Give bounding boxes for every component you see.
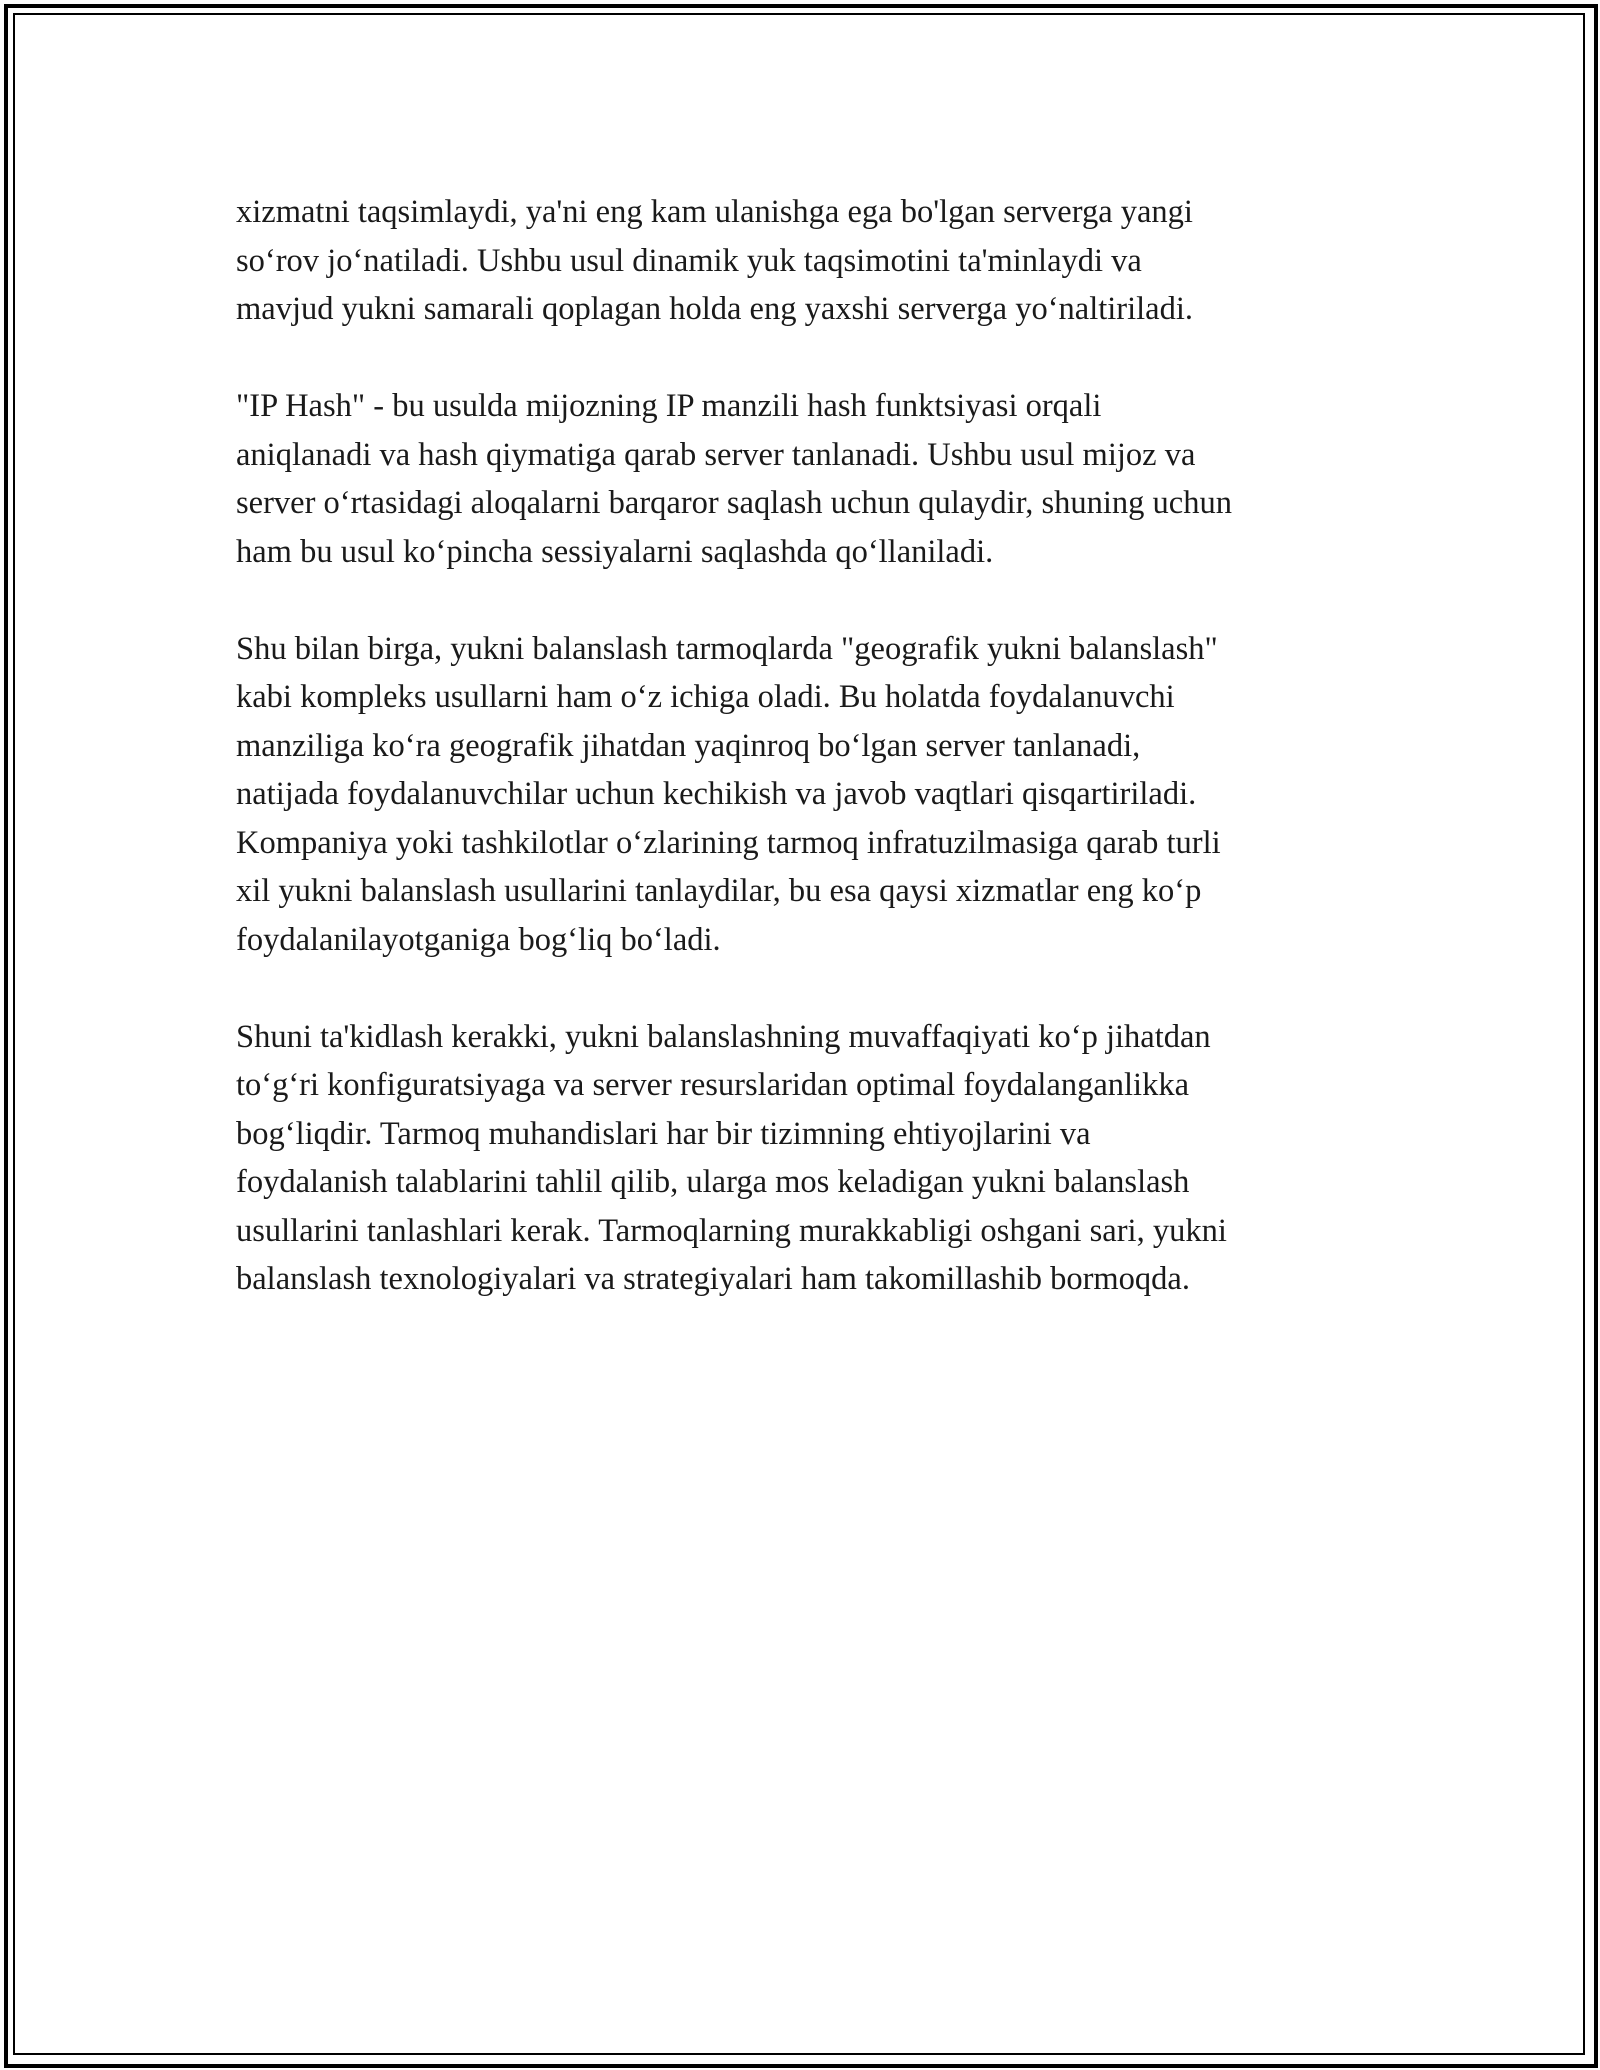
text-line: xil yukni balanslash usullarini tanlaydilar, bu esa qaysi xizmatlar eng ko‘p [236, 873, 1202, 909]
document-body [236, 188, 1396, 1352]
text-line: bog‘liqdir. Tarmoq muhandislari har bir tizimning ehtiyojlarini va [236, 1115, 1091, 1152]
text-line: xizmatni taqsimlaydi, ya'ni eng kam ulanishga ega bo'lgan serverga yangi [236, 194, 1193, 230]
text-line: natijada foydalanuvchilar uchun kechikish va javob vaqtlari qisqartiriladi. [236, 776, 1197, 812]
text-line: server o‘rtasidagi aloqalarni barqaror saqlash uchun qulaydir, shuning uchun [236, 485, 1232, 521]
text-line: kabi kompleks usullarni ham o‘z ichiga oladi. Bu holatda foydalanuvchi [236, 679, 1175, 715]
text-line: manziliga ko‘ra geografik jihatdan yaqinroq bo‘lgan server tanlanadi, [236, 727, 1141, 764]
paragraph-3 [236, 625, 1396, 965]
text-line: to‘g‘ri konfiguratsiyaga va server resurslaridan optimal foydalanganlikka [236, 1067, 1190, 1103]
text-line: Kompaniya yoki tashkilotlar o‘zlarining tarmoq infratuzilmasiga qarab turli [236, 824, 1221, 861]
text-line: foydalanilayotganiga bog‘liq bo‘ladi. [236, 921, 721, 958]
text-line: balanslash texnologiyalari va strategiyalari ham takomillashib bormoqda. [236, 1261, 1190, 1297]
text-line: usullarini tanlashlari kerak. Tarmoqlarning murakkabligi oshgani sari, yukni [236, 1212, 1227, 1249]
text-line: mavjud yukni samarali qoplagan holda eng yaxshi serverga yo‘naltiriladi. [236, 291, 1193, 327]
text-line: so‘rov jo‘natiladi. Ushbu usul dinamik yuk taqsimotini ta'minlaydi va [236, 242, 1142, 279]
paragraph-1 [236, 188, 1396, 334]
paragraph-2 [236, 382, 1396, 576]
text-line: foydalanish talablarini tahlil qilib, ularga mos keladigan yukni balanslash [236, 1164, 1190, 1200]
text-line: Shuni ta'kidlash kerakki, yukni balanslashning muvaffaqiyati ko‘p jihatdan [236, 1018, 1211, 1055]
text-line: Shu bilan birga, yukni balanslash tarmoqlarda "geografik yukni balanslash" [236, 630, 1218, 667]
text-line: ham bu usul ko‘pincha sessiyalarni saqlashda qo‘llaniladi. [236, 533, 994, 570]
text-line: aniqlanadi va hash qiymatiga qarab server tanlanadi. Ushbu usul mijoz va [236, 436, 1196, 473]
paragraph-4 [236, 1013, 1396, 1304]
text-line: "IP Hash" - bu usulda mijozning IP manzili hash funktsiyasi orqali [236, 388, 1102, 424]
